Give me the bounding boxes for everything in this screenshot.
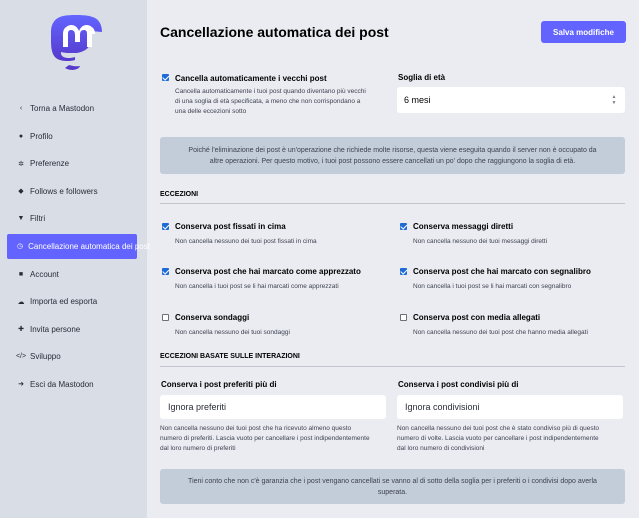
auto-delete-label[interactable]: Cancella automaticamente i vecchi post bbox=[175, 74, 327, 83]
hint-line: numero di preferiti. Lascia vuoto per cancellare i post indipendentemente bbox=[160, 435, 370, 442]
mastodon-logo-icon[interactable] bbox=[49, 13, 104, 71]
users-icon: ◆ bbox=[18, 188, 24, 196]
min-favourites-hint bbox=[160, 424, 392, 454]
sidebar-item-relationships[interactable] bbox=[0, 179, 147, 204]
keep-polls-checkbox[interactable] bbox=[162, 314, 169, 321]
sidebar-item-label: Account bbox=[30, 269, 59, 279]
sidebar-item-statuses-cleanup[interactable] bbox=[7, 234, 150, 259]
sidebar-item-label: Profilo bbox=[30, 131, 53, 141]
keep-bookmarked-hint: Non cancella i tuoi post se li hai marcati con segnalibro bbox=[413, 283, 572, 290]
keep-direct-hint: Non cancella nessuno dei tuoi messaggi diretti bbox=[413, 238, 548, 245]
hint-line: dal loro numero di condivisioni bbox=[397, 445, 485, 452]
settings-nav bbox=[0, 96, 150, 400]
sidebar-item-label: Cancellazione automatica dei post bbox=[28, 241, 150, 251]
sidebar-item-import-export[interactable] bbox=[0, 289, 147, 314]
keep-pinned-checkbox[interactable] bbox=[162, 223, 169, 230]
keep-polls-hint: Non cancella nessuno dei tuoi sondaggi bbox=[175, 329, 290, 336]
keep-favourited-label[interactable]: Conserva post che hai marcato come apprezzato bbox=[175, 267, 361, 276]
keep-polls-label[interactable]: Conserva sondaggi bbox=[175, 313, 250, 322]
min-boosts-hint bbox=[397, 424, 629, 454]
keep-pinned-hint: Non cancella nessuno dei tuoi post fissati in cima bbox=[175, 238, 317, 245]
sidebar-item-label: Invita persone bbox=[30, 324, 81, 334]
info-line: Tieni conto che non c'è garanzia che i post vengano cancellati se vanno al di sotto della soglia per i preferiti o i condivisi dopo averla bbox=[188, 477, 597, 485]
sidebar-item-label: Follows e followers bbox=[30, 186, 98, 196]
user-plus-icon: ✚ bbox=[18, 326, 24, 334]
keep-media-checkbox[interactable] bbox=[400, 314, 407, 321]
sidebar-item-back[interactable] bbox=[0, 96, 147, 121]
exceptions-heading: ECCEZIONI bbox=[160, 191, 199, 198]
page-title: Cancellazione automatica dei post bbox=[160, 24, 389, 40]
sidebar-item-label: Torna a Mastodon bbox=[30, 104, 95, 113]
hint-line: Non cancella nessuno dei tuoi post che ha ricevuto almeno questo bbox=[160, 425, 352, 432]
sidebar-item-logout[interactable] bbox=[0, 372, 147, 397]
interaction-exceptions-heading: ECCEZIONI BASATE SULLE INTERAZIONI bbox=[160, 353, 300, 360]
info-line: altre operazioni. Per questo motivo, i tuoi post possono essere cancellati un po' dopo che raggiungono la soglia di età. bbox=[209, 157, 576, 165]
sidebar-item-invites[interactable] bbox=[0, 317, 147, 342]
info-callout-bottom bbox=[160, 469, 625, 504]
main-content bbox=[147, 0, 639, 518]
code-icon: </> bbox=[15, 353, 27, 361]
sidebar-item-profile[interactable] bbox=[0, 124, 147, 149]
keep-favourited-hint: Non cancella i tuoi post se li hai marcati come apprezzati bbox=[175, 283, 339, 290]
user-icon: ● bbox=[18, 132, 24, 140]
info-line: superata. bbox=[377, 488, 408, 496]
history-icon: ◷ bbox=[17, 243, 24, 251]
min-favourites-input[interactable] bbox=[160, 395, 386, 419]
info-callout-top bbox=[160, 137, 625, 174]
auto-delete-checkbox[interactable] bbox=[162, 74, 169, 81]
sidebar-item-label: Preferenze bbox=[30, 159, 70, 169]
hint-line: dal loro numero di preferiti bbox=[160, 445, 236, 452]
divider bbox=[160, 366, 625, 367]
chevron-left-icon: ‹ bbox=[19, 105, 23, 112]
sidebar bbox=[0, 0, 150, 518]
age-threshold-label: Soglia di età bbox=[398, 73, 446, 82]
sidebar-item-filters[interactable] bbox=[0, 206, 147, 231]
min-boosts-label: Conserva i post condivisi più di bbox=[398, 380, 519, 389]
min-boosts-input[interactable] bbox=[397, 395, 623, 419]
auto-delete-hint bbox=[175, 87, 390, 117]
keep-media-hint: Non cancella nessuno dei tuoi post che hanno media allegati bbox=[413, 329, 588, 336]
keep-bookmarked-checkbox[interactable] bbox=[400, 268, 407, 275]
cloud-icon: ☁ bbox=[17, 298, 25, 306]
sign-out-icon: ➜ bbox=[18, 381, 24, 389]
sidebar-item-label: Importa ed esporta bbox=[30, 297, 98, 307]
age-threshold-value: 6 mesi bbox=[404, 95, 431, 105]
hint-line: Cancella automaticamente i tuoi post quando diventano più vecchi bbox=[175, 88, 366, 95]
gear-icon: ✲ bbox=[18, 160, 24, 168]
hint-line: Non cancella nessuno dei tuoi post che è stato condiviso più di questo bbox=[397, 425, 599, 432]
sidebar-item-label: Sviluppo bbox=[30, 352, 61, 362]
divider bbox=[160, 203, 625, 204]
keep-media-label[interactable]: Conserva post con media allegati bbox=[413, 313, 541, 322]
sidebar-item-account[interactable] bbox=[0, 262, 147, 287]
hint-line: numero di volte. Lascia vuoto per cancellare i post indipendentemente bbox=[397, 435, 599, 442]
min-favourites-label: Conserva i post preferiti più di bbox=[161, 380, 277, 389]
keep-bookmarked-label[interactable]: Conserva post che hai marcato con segnalibro bbox=[413, 267, 591, 276]
sidebar-item-preferences[interactable] bbox=[0, 151, 147, 176]
keep-direct-label[interactable]: Conserva messaggi diretti bbox=[413, 222, 514, 231]
age-threshold-select[interactable] bbox=[397, 87, 625, 113]
keep-favourited-checkbox[interactable] bbox=[162, 268, 169, 275]
select-arrows-icon: ▲ ▼ bbox=[611, 94, 617, 106]
sidebar-item-label: Filtri bbox=[30, 214, 46, 224]
sidebar-item-label: Esci da Mastodon bbox=[30, 379, 94, 389]
info-line: Poiché l'eliminazione dei post è un'operazione che richiede molte risorse, questa viene eseguita quando il server non è occupato da bbox=[188, 146, 597, 154]
lock-icon: ■ bbox=[18, 270, 24, 278]
save-button[interactable]: Salva modifiche bbox=[541, 21, 626, 43]
hint-line: una delle eccezioni sotto bbox=[175, 108, 247, 115]
hint-line: di una soglia di età specificata, a meno che non corrispondano a bbox=[175, 98, 361, 105]
keep-pinned-label[interactable]: Conserva post fissati in cima bbox=[175, 222, 286, 231]
sidebar-item-development[interactable] bbox=[0, 344, 147, 369]
keep-direct-checkbox[interactable] bbox=[400, 223, 407, 230]
filter-icon: ▼ bbox=[17, 215, 25, 223]
